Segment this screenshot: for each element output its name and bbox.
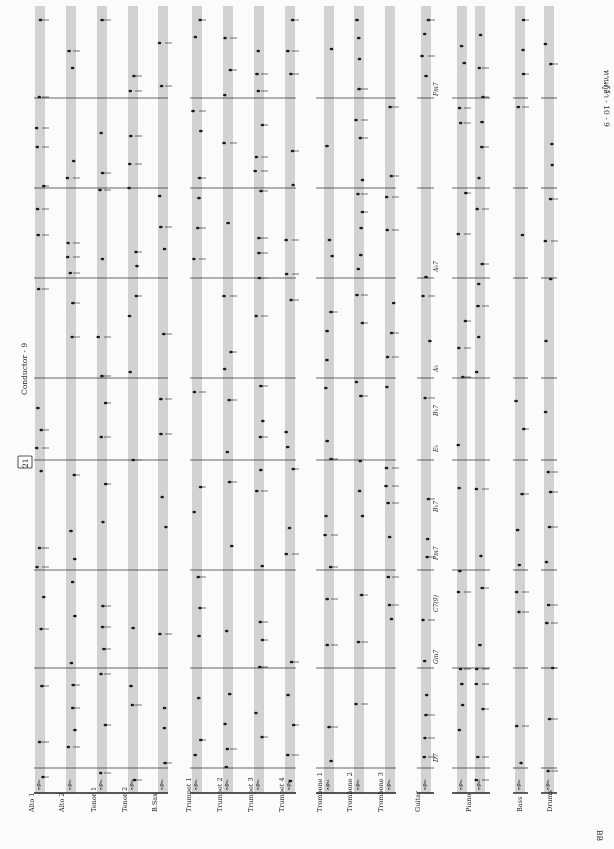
chord-symbol: A♭	[433, 364, 440, 372]
label-piano: Piano	[465, 793, 473, 812]
chord-symbol: B♭7	[433, 404, 440, 416]
footer-initials: BB	[595, 830, 604, 842]
rehearsal-mark	[18, 456, 32, 468]
chord-symbols	[433, 82, 440, 763]
label-trumpet-3: Trumpet 3	[247, 777, 255, 812]
page-title: ทานตู้ล้า - 10 - 9	[602, 70, 611, 127]
svg-text:𝄞: 𝄞	[355, 780, 361, 790]
chord-symbol: Fm7	[433, 546, 440, 560]
label-bsax: B.Sax	[151, 793, 159, 812]
conductor-header: Conductor - 9	[20, 342, 29, 395]
chord-symbol: D7	[433, 753, 440, 762]
note-heads	[35, 19, 558, 790]
svg-text:𝄞: 𝄞	[129, 780, 135, 790]
svg-text:𝄞: 𝄞	[476, 780, 482, 790]
svg-text:𝄞: 𝄞	[224, 780, 230, 790]
label-tenor-1: Tenor 1	[90, 786, 98, 812]
label-tenor-2: Tenor 2	[121, 786, 129, 812]
svg-text:𝄞: 𝄞	[422, 780, 428, 790]
label-drums: Drums	[546, 789, 554, 812]
svg-text:𝄞: 𝄞	[98, 780, 104, 790]
svg-text:𝄞: 𝄞	[386, 780, 392, 790]
label-trombone-1: Trombone 1	[316, 772, 324, 812]
label-bass: Bass	[516, 796, 524, 812]
chord-symbol: B♭7	[433, 500, 440, 512]
svg-text:21: 21	[21, 458, 30, 468]
chord-symbol: Gm7	[433, 649, 440, 664]
staff-lines	[36, 6, 553, 793]
svg-text:𝄞: 𝄞	[255, 780, 261, 790]
svg-text:𝄞: 𝄞	[193, 780, 199, 790]
svg-text:𝄞: 𝄞	[286, 780, 292, 790]
chord-symbol: A♭7	[433, 261, 440, 272]
label-trumpet-4: Trumpet 4	[278, 777, 286, 812]
label-alto-2: Alto 2	[58, 792, 66, 812]
svg-text:𝄞: 𝄞	[67, 780, 73, 790]
label-trumpet-1: Trumpet 1	[185, 777, 193, 812]
label-trombone-3: Trombone 3	[377, 772, 385, 812]
svg-text:𝄞: 𝄞	[159, 780, 165, 790]
svg-text:𝄞: 𝄞	[36, 780, 42, 790]
label-alto-1: Alto 1	[28, 792, 36, 812]
chord-symbol: E♭	[433, 444, 440, 452]
chord-symbol: C7(9)	[433, 595, 440, 612]
bar-lines	[34, 98, 557, 793]
label-trumpet-2: Trumpet 2	[216, 777, 224, 812]
svg-text:𝄞: 𝄞	[516, 780, 522, 790]
label-guitar: Guitar	[414, 790, 422, 812]
svg-text:𝄞: 𝄞	[458, 780, 464, 790]
svg-text:𝄞: 𝄞	[325, 780, 331, 790]
label-trombone-2: Trombone 2	[346, 772, 354, 812]
chord-symbol: Fm7	[433, 82, 440, 96]
svg-text:𝄞: 𝄞	[545, 780, 551, 790]
